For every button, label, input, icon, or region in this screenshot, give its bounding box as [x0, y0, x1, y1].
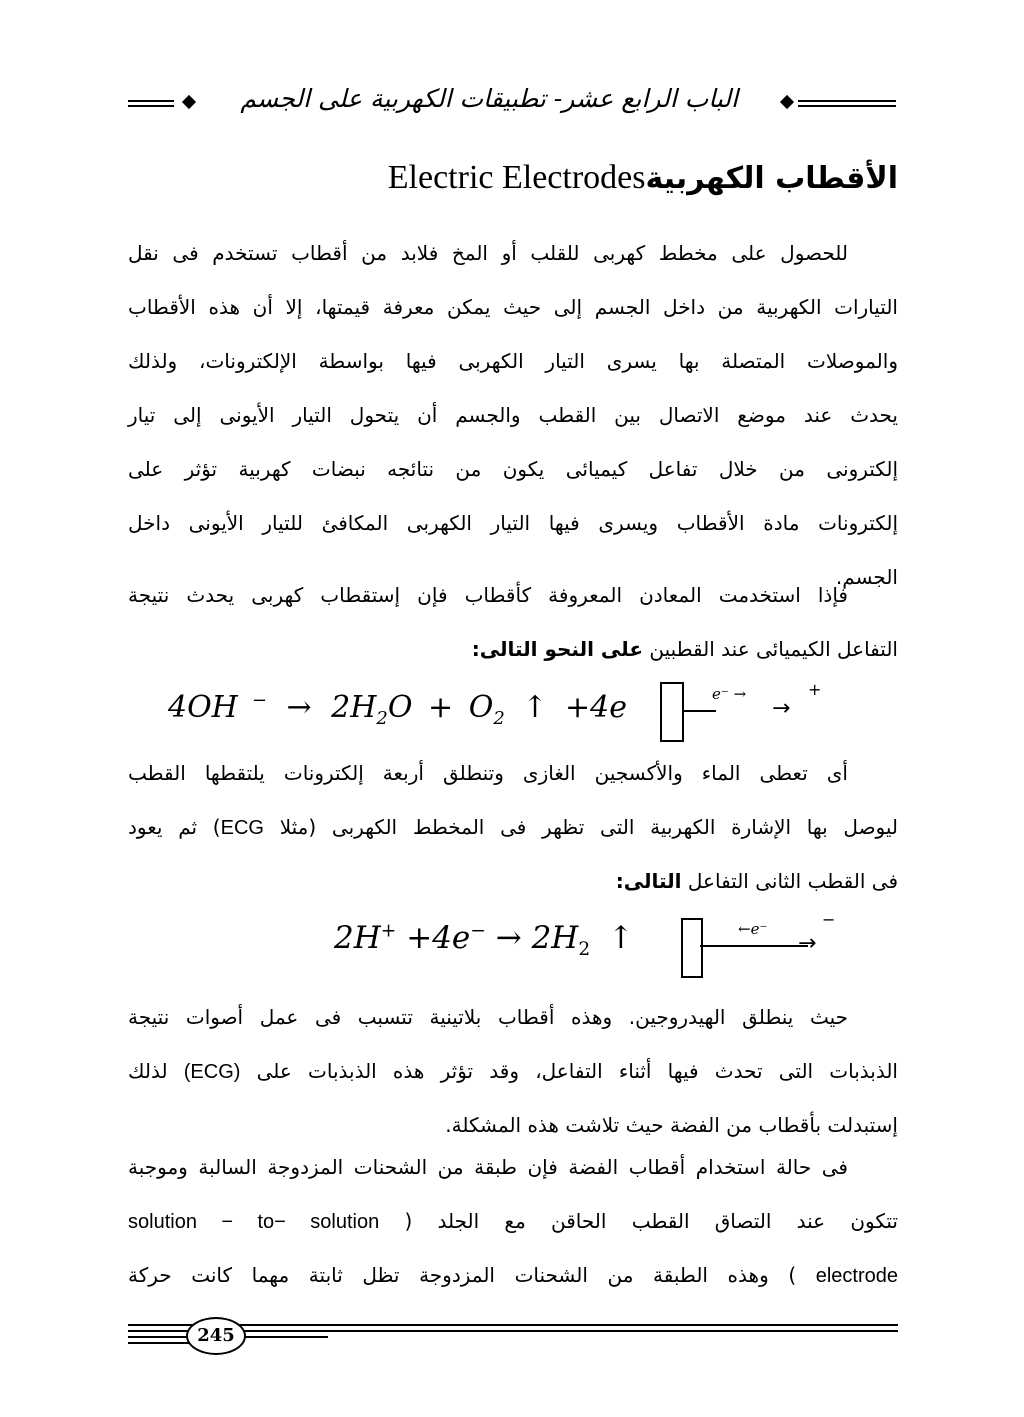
equation-cathode-reaction: [334, 920, 634, 960]
eq-term: 2H: [531, 920, 579, 956]
section-title-arabic: الأقطاب الكهربية: [645, 161, 898, 196]
text-run: الذبذبات التى تحدث فيها أثناء التفاعل، وقد تؤثر هذه الذبذبات على: [256, 1059, 898, 1083]
text-line: حيث ينطلق الهيدروجين. وهذه أقطاب بلاتينية تتسبب فى عمل أصوات نتيجة: [128, 1005, 848, 1029]
text-line: إستبدلت بأقطاب من الفضة حيث تلاشت هذه المشكلة.: [445, 1113, 898, 1137]
text-line: والموصلات المتصلة بها يسرى التيار الكهربى فيها بواسطة الإلكترونات، ولذلك: [128, 349, 898, 373]
electron-flow-label: e⁻ →: [712, 685, 747, 703]
text-run: فى القطب الثانى التفاعل: [687, 869, 898, 893]
eq-term: O: [387, 690, 413, 725]
eq-charge: −: [470, 920, 486, 942]
eq-charge: +: [380, 920, 397, 942]
section-heading: [128, 158, 898, 197]
header-diamond-left: [182, 95, 196, 109]
text-line: أى تعطى الماء والأكسجين الغازى وتنطلق أربعة إلكترونات يلتقطها القطب: [128, 761, 848, 785]
eq-term: 2H: [331, 690, 377, 725]
latin-term: solution − to− solution: [128, 1211, 380, 1233]
text-line: التيارات الكهربية من داخل الجسم إلى حيث يمكن معرفة قيمتها، إلا أن هذه الأقطاب: [128, 295, 898, 319]
pole-sign-positive: +: [808, 680, 822, 699]
running-header: [128, 78, 896, 128]
page-footer: [128, 1316, 898, 1366]
equation-anode-reaction: [168, 690, 627, 729]
text-run: تتكون عند التصاق القطب الحاقن مع الجلد (: [404, 1209, 898, 1233]
section-title-english: Electric Electrodes: [387, 159, 646, 196]
paragraph-2: [128, 568, 898, 676]
latin-term: electrode: [815, 1265, 899, 1287]
header-diamond-right: [780, 95, 794, 109]
eq-up-arrow: ↑: [608, 920, 635, 956]
bold-text: على النحو التالى:: [471, 637, 643, 661]
paragraph-5: [128, 1140, 898, 1302]
text-line: [128, 854, 898, 908]
text-line: [128, 1248, 898, 1302]
text-line: فى حالة استخدام أقطاب الفضة فإن طبقة من الشحنات المزدوجة السالبة وموجبة: [128, 1155, 848, 1179]
paragraph-3: [128, 746, 898, 908]
text-line: [128, 1044, 898, 1098]
text-run: لذلك: [128, 1059, 168, 1083]
eq-subscript: 2: [493, 708, 505, 729]
text-line: يحدث عند موضع الاتصال بين القطب والجسم أن يتحول التيار الأيونى إلى تيار: [128, 403, 898, 427]
eq-arrow: →: [286, 690, 312, 725]
wire-arrow: →: [798, 931, 817, 956]
latin-term: (ECG): [183, 1061, 241, 1083]
text-run: ) وهذه الطبقة من الشحنات المزدوجة تظل ثابتة مهما كانت حركة: [128, 1263, 797, 1287]
electrode-anode: [660, 682, 684, 742]
eq-term: +4e: [565, 690, 627, 725]
eq-term: 4OH: [168, 690, 238, 725]
page-number: 245: [186, 1317, 246, 1355]
latin-term: ECG: [220, 817, 264, 839]
text-line: إلكترونات مادة الأقطاب ويسرى فيها التيار الكهربى المكافئ للتيار الأيونى داخل: [128, 511, 898, 535]
text-line: [128, 1194, 898, 1248]
eq-plus: +: [428, 690, 454, 725]
wire-arrow: →: [772, 696, 791, 721]
text-line: [128, 622, 898, 676]
header-rule-left: [128, 100, 174, 102]
chapter-title: الباب الرابع عشر- تطبيقات الكهربية على الجسم: [240, 84, 738, 113]
footer-rule: [128, 1324, 898, 1326]
text-run: ليوصل بها الإشارة الكهربية التى تظهر فى المخطط الكهربى (مثلا: [279, 815, 899, 839]
electrode-wire: [700, 945, 808, 947]
eq-plus: +: [406, 920, 433, 956]
text-line: للحصول على مخطط كهربى للقلب أو المخ فلابد من أقطاب تستخدم فى نقل: [128, 241, 848, 265]
electron-flow-label: ←e⁻: [738, 920, 768, 938]
electrode-wire: [682, 710, 716, 712]
paragraph-1: [128, 226, 898, 604]
text-line: فإذا استخدمت المعادن المعروفة كأقطاب فإن إستقطاب كهربى يحدث نتيجة: [128, 583, 848, 607]
text-run: ) ثم يعود: [128, 815, 221, 839]
bold-text: التالى:: [615, 869, 682, 893]
eq-subscript: 2: [376, 708, 388, 729]
header-rule-right: [798, 100, 896, 102]
text-run: التفاعل الكيميائى عند القطبين: [649, 637, 898, 661]
pole-sign-negative: −: [822, 910, 836, 929]
eq-subscript: 2: [578, 939, 591, 961]
electrode-cathode: [681, 918, 703, 978]
text-line: إلكترونى من خلال تفاعل كيميائى يكون من نتائجه نبضات كهربية تؤثر على: [128, 457, 898, 481]
eq-arrow: →: [495, 920, 522, 956]
eq-term: O: [468, 690, 494, 725]
eq-term: 2H: [334, 920, 381, 956]
text-line: الجسم.: [835, 565, 898, 589]
paragraph-4: [128, 990, 898, 1152]
eq-term: 4e: [432, 920, 471, 956]
text-line: [128, 800, 898, 854]
eq-up-arrow: ↑: [522, 690, 548, 725]
eq-charge: −: [251, 690, 267, 711]
